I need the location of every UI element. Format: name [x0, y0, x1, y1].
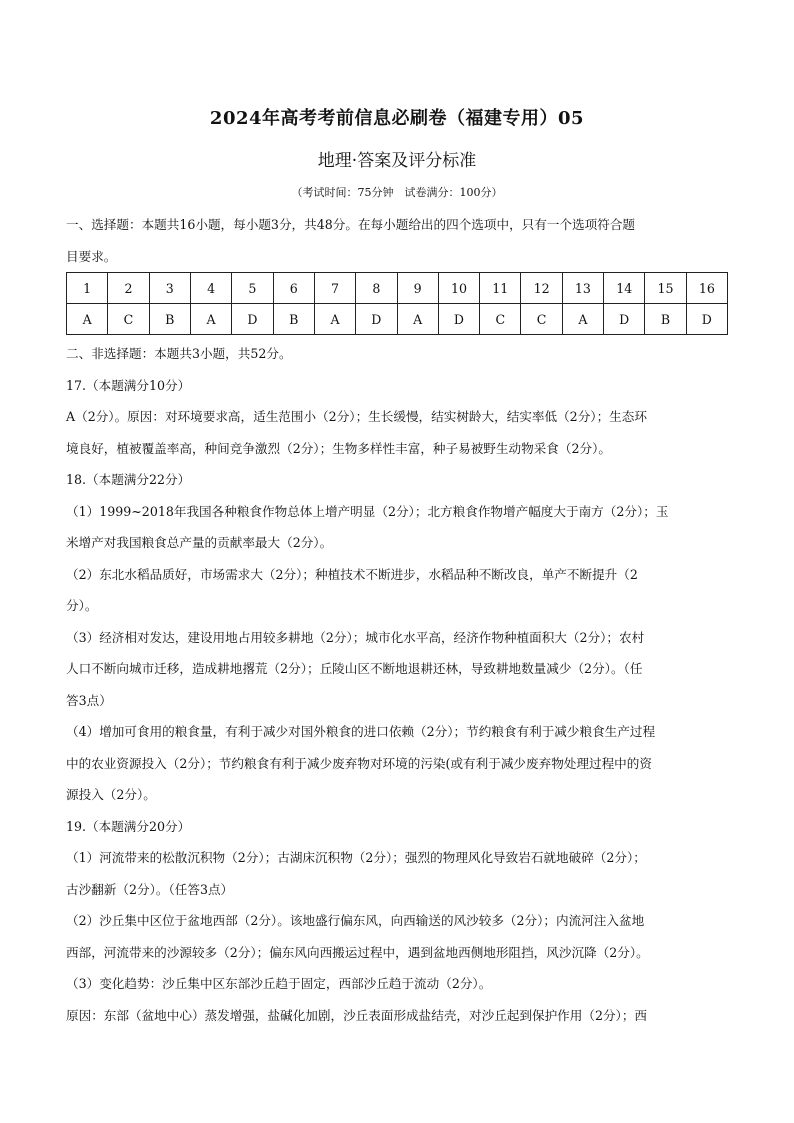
answer-line: （3）经济相对发达，建设用地占用较多耕地（2分）；城市化水平高，经济作物种植面积大（2分）；农村	[66, 629, 645, 645]
answer-cell: D	[438, 304, 479, 335]
answer-line: 答3点）	[66, 692, 112, 708]
question-number-cell: 3	[149, 273, 190, 304]
answer-cell: D	[232, 304, 273, 335]
answer-line: （3）变化趋势：沙丘集中区东部沙丘趋于固定，西部沙丘趋于流动（2分）。	[66, 976, 492, 991]
answer-line: （2）东北水稻品质好，市场需求大（2分）；种植技术不断进步，水稻品种不断改良，单产不断提升（2	[66, 566, 638, 582]
document-subtitle: 地理·答案及评分标准	[317, 151, 477, 171]
answer-cell: C	[108, 304, 149, 335]
answer-cell: B	[149, 304, 190, 335]
answer-cell: A	[190, 304, 231, 335]
answer-line: 原因：东部（盆地中心）蒸发增强，盐碱化加剧，沙丘表面形成盐结壳，对沙丘起到保护作用（2分）；西	[66, 1007, 648, 1023]
answer-table-number-row	[67, 273, 728, 304]
answer-line: （2）沙丘集中区位于盆地西部（2分）。该地盛行偏东风，向西输送的风沙较多（2分）；内流河注入盆地	[66, 913, 645, 928]
question-number-cell: 6	[273, 273, 314, 304]
answer-line: 源投入（2分）。	[66, 787, 156, 802]
answer-line: 境良好，植被覆盖率高，种间竞争激烈（2分）；生物多样性丰富，种子易被野生动物采食（2分）。	[66, 440, 611, 456]
answer-line: 中的农业资源投入（2分）；节约粮食有利于减少废弃物对环境的污染(或有利于减少废弃物处理过程中的资	[66, 755, 652, 771]
answer-cell: D	[686, 304, 727, 335]
answer-cell: A	[562, 304, 603, 335]
exam-meta: （考试时间：75分钟 试卷满分：100分）	[291, 186, 503, 199]
answer-line: 17.（本题满分10分）	[66, 377, 191, 393]
section1-intro	[66, 209, 730, 272]
answer-line: 西部，河流带来的沙源较多（2分）；偏东风向西搬运过程中，遇到盆地西侧地形阻挡，风沙沉降（2分）。	[66, 944, 649, 960]
answer-cell: D	[356, 304, 397, 335]
answer-line: 米增产对我国粮食总产量的贡献率最大（2分）。	[66, 535, 333, 550]
question-number-cell: 12	[521, 273, 562, 304]
answer-cell: C	[480, 304, 521, 335]
answer-line: 19.（本题满分20分）	[66, 818, 191, 834]
answer-line: 人口不断向城市迁移，造成耕地撂荒（2分）；丘陵山区不断地退耕还林，导致耕地数量减少（2分）。（任	[66, 661, 643, 676]
question-number-cell: 9	[397, 273, 438, 304]
question-number-cell: 1	[67, 273, 108, 304]
section2-heading: 二、非选择题：本题共3小题，共52分。	[66, 346, 292, 361]
section2-body	[66, 338, 730, 1031]
answer-cell: A	[67, 304, 108, 335]
question-number-cell: 8	[356, 273, 397, 304]
answer-cell: C	[521, 304, 562, 335]
question-number-cell: 2	[108, 273, 149, 304]
answer-line: 分）。	[66, 598, 98, 613]
answer-line: （1）1999~2018年我国各种粮食作物总体上增产明显（2分）；北方粮食作物增产幅度大于南方（2分）；玉	[66, 503, 669, 519]
question-number-cell: 14	[604, 273, 645, 304]
answer-line: （1）河流带来的松散沉积物（2分）；古湖床沉积物（2分）；强烈的物理风化导致岩石就地破碎（2分）；	[66, 850, 646, 865]
answer-line: 古沙翻新（2分）。（任答3点）	[66, 881, 234, 897]
question-number-cell: 11	[480, 273, 521, 304]
answer-cell: B	[273, 304, 314, 335]
answer-cell: A	[397, 304, 438, 335]
section1-intro-line: 一、选择题：本题共16小题，每小题3分，共48分。在每小题给出的四个选项中，只有一个选项符合题	[66, 217, 636, 232]
answer-line: （4）增加可食用的粮食量，有利于减少对国外粮食的进口依赖（2分）；节约粮食有利于减少粮食生产过程	[66, 724, 656, 739]
section1-intro-line: 目要求。	[66, 248, 117, 264]
question-number-cell: 16	[686, 273, 727, 304]
answer-table-answer-row	[67, 304, 728, 335]
question-number-cell: 7	[314, 273, 355, 304]
question-number-cell: 4	[190, 273, 231, 304]
answer-line: A（2分）。原因：对环境要求高，适生范围小（2分）；生长缓慢，结实树龄大，结实率低（2分）；生态环	[66, 409, 647, 424]
answer-cell: A	[314, 304, 355, 335]
document-title: 2024年高考考前信息必刷卷（福建专用）05	[209, 108, 585, 129]
question-number-cell: 13	[562, 273, 603, 304]
answer-table	[66, 272, 728, 335]
answer-cell: B	[645, 304, 686, 335]
answer-line: 18.（本题满分22分）	[66, 472, 191, 487]
answer-cell: D	[604, 304, 645, 335]
question-number-cell: 15	[645, 273, 686, 304]
question-number-cell: 10	[438, 273, 479, 304]
question-number-cell: 5	[232, 273, 273, 304]
